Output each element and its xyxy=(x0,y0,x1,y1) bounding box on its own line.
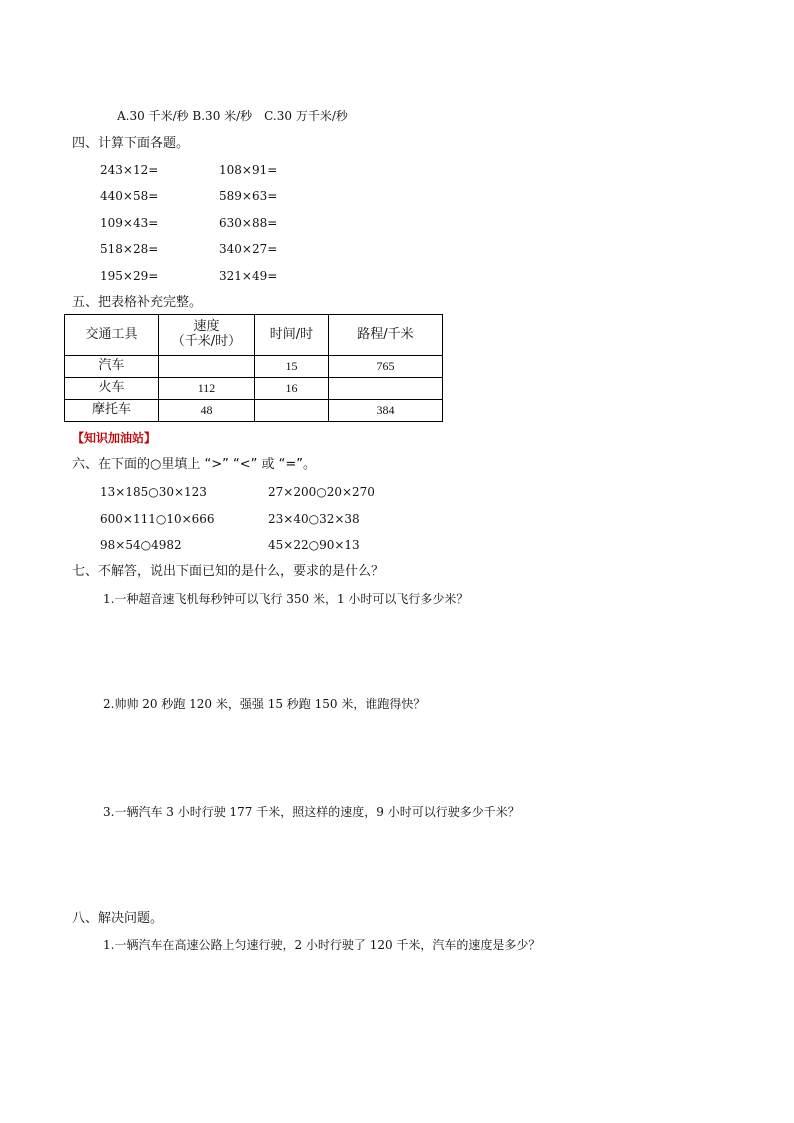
section4-title: 四、计算下面各题。 xyxy=(72,136,190,151)
table-header-cell: 交通工具 xyxy=(65,315,159,356)
compare-item: 13×185○30×123 xyxy=(100,485,207,499)
table-cell[interactable] xyxy=(159,356,255,378)
table-cell: 48 xyxy=(159,400,255,422)
table-cell: 16 xyxy=(255,378,329,400)
table-header-cell: 时间/时 xyxy=(255,315,329,356)
table-cell: 112 xyxy=(159,378,255,400)
calc-item: 589×63= xyxy=(219,189,278,203)
calc-item: 340×27= xyxy=(219,242,278,256)
compare-item: 600×111○10×666 xyxy=(100,512,215,526)
section5-title: 五、把表格补充完整。 xyxy=(72,295,203,310)
table-header-cell xyxy=(159,315,255,356)
problem-1: 1.一辆汽车在高速公路上匀速行驶，2 小时行驶了 120 千米，汽车的速度是多少？ xyxy=(103,938,541,952)
calc-item: 440×58= xyxy=(100,189,159,203)
table-cell[interactable] xyxy=(329,378,443,400)
table-cell: 15 xyxy=(255,356,329,378)
answer-options: A.30 千米/秒 B.30 米/秒 C.30 万千米/秒 xyxy=(117,109,348,123)
table-header-cell: 路程/千米 xyxy=(329,315,443,356)
table-cell[interactable] xyxy=(255,400,329,422)
speed-table xyxy=(64,314,443,422)
compare-item: 23×40○32×38 xyxy=(268,512,360,526)
compare-item: 45×22○90×13 xyxy=(268,538,360,552)
table-row xyxy=(65,378,443,400)
section7-title: 七、不解答，说出下面已知的是什么，要求的是什么？ xyxy=(72,564,385,579)
calc-item: 108×91= xyxy=(219,163,278,177)
section6-title: 六、在下面的○里填上 “>” “<” 或 “=”。 xyxy=(72,457,316,472)
calc-item: 243×12= xyxy=(100,163,159,177)
table-header-row xyxy=(65,315,443,356)
table-cell: 汽车 xyxy=(65,356,159,378)
speed-header-line2: （千米/时） xyxy=(171,334,242,349)
calc-item: 630×88= xyxy=(219,216,278,230)
knowledge-station-heading: 【知识加油站】 xyxy=(72,431,157,445)
calc-item: 518×28= xyxy=(100,242,159,256)
table-row xyxy=(65,356,443,378)
question-2: 2.帅帅 20 秒跑 120 米，强强 15 秒跑 150 米，谁跑得快？ xyxy=(103,697,426,711)
table-cell: 火车 xyxy=(65,378,159,400)
table-row xyxy=(65,400,443,422)
table-cell: 384 xyxy=(329,400,443,422)
section8-title: 八、解决问题。 xyxy=(72,911,164,926)
compare-item: 98×54○4982 xyxy=(100,538,182,552)
speed-header-line1: 速度 xyxy=(193,319,220,335)
question-3: 3.一辆汽车 3 小时行驶 177 千米，照这样的速度，9 小时可以行驶多少千米？ xyxy=(103,805,520,819)
calc-item: 195×29= xyxy=(100,269,159,283)
question-1: 1.一种超音速飞机每秒钟可以飞行 350 米，1 小时可以飞行多少米？ xyxy=(103,592,469,606)
table-cell: 摩托车 xyxy=(65,400,159,422)
calc-item: 109×43= xyxy=(100,216,159,230)
table-cell: 765 xyxy=(329,356,443,378)
calc-item: 321×49= xyxy=(219,269,278,283)
compare-item: 27×200○20×270 xyxy=(268,485,375,499)
